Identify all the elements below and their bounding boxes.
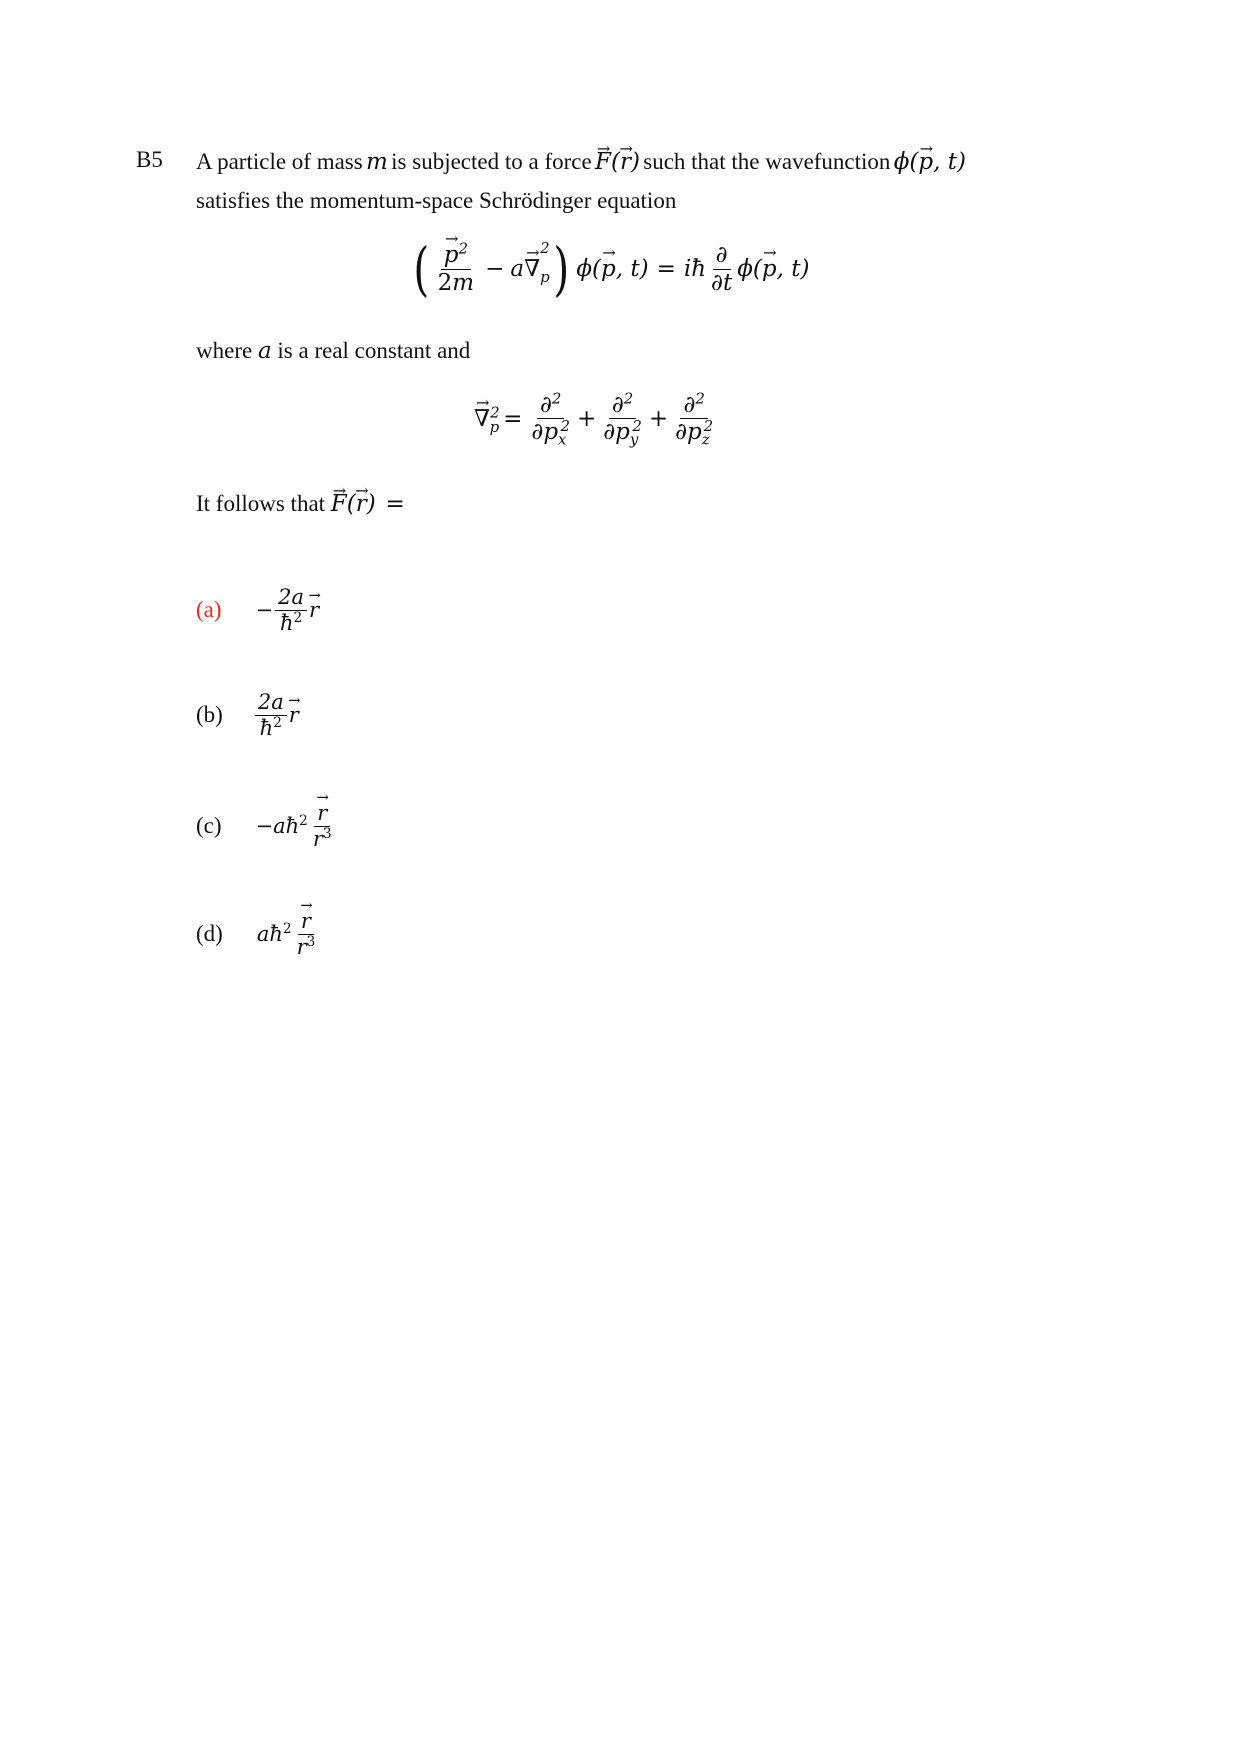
wavefunction-expression: ϕ(p →, t) xyxy=(894,148,966,176)
schrodinger-equation: ( $\frac{p \to^2}{2m}$ − a∇ → $_{2 p}$ ) ϕ(p →, t) = iħ $\frac{\partial}{\partial t}$ ϕ(p →, t) xyxy=(410,240,809,298)
option-a-expression: − $\frac{2a}{ħ^2}$ r → xyxy=(256,585,320,634)
option-c-expression: $-aħ^2$ $\frac{r \to}{r^3}$ xyxy=(256,801,337,850)
option-c[interactable] xyxy=(196,798,337,854)
option-b-label: (b) xyxy=(196,702,223,727)
laplacian-definition: ∇ →$^2_p$ = $\frac{\partial^2}{\partial p_x^2}$ + $\frac{\partial^2}{\partial p_y^2}$ + $\frac{\partial^2}{\partial p_z^2}$ xyxy=(474,392,718,446)
force-expression: F →(r →) xyxy=(595,148,640,176)
stem-text-1: A particle of mass xyxy=(196,149,363,174)
option-a-label: (a) xyxy=(196,597,222,622)
question-stem-line1 xyxy=(196,148,966,176)
mass-symbol: m xyxy=(366,149,388,175)
option-d-label: (d) xyxy=(196,921,223,946)
question-number: B5 xyxy=(136,147,163,172)
follows-text: It follows that xyxy=(196,491,326,516)
stem-text-2: is subjected to a force xyxy=(391,149,592,174)
option-b[interactable] xyxy=(196,690,299,740)
stem-text-3: such that the wavefunction xyxy=(643,149,891,174)
where-text-2: is a real constant and xyxy=(277,338,471,363)
option-b-expression: $\frac{2a}{ħ^2}$ r → xyxy=(253,690,299,739)
option-c-label: (c) xyxy=(196,813,222,838)
option-d[interactable] xyxy=(196,906,320,962)
option-a[interactable] xyxy=(196,585,319,635)
where-text-1: where xyxy=(196,338,253,363)
follows-line: It follows that F →(r →) = xyxy=(196,490,405,518)
constant-symbol: a xyxy=(257,338,272,364)
force-expression-2: F →(r →) xyxy=(331,491,376,517)
question-stem-line2: satisfies the momentum-space Schrödinger equation xyxy=(196,188,677,213)
where-line xyxy=(196,337,470,365)
option-d-expression: $aħ^2$ $\frac{r \to}{r^3}$ xyxy=(257,909,320,958)
